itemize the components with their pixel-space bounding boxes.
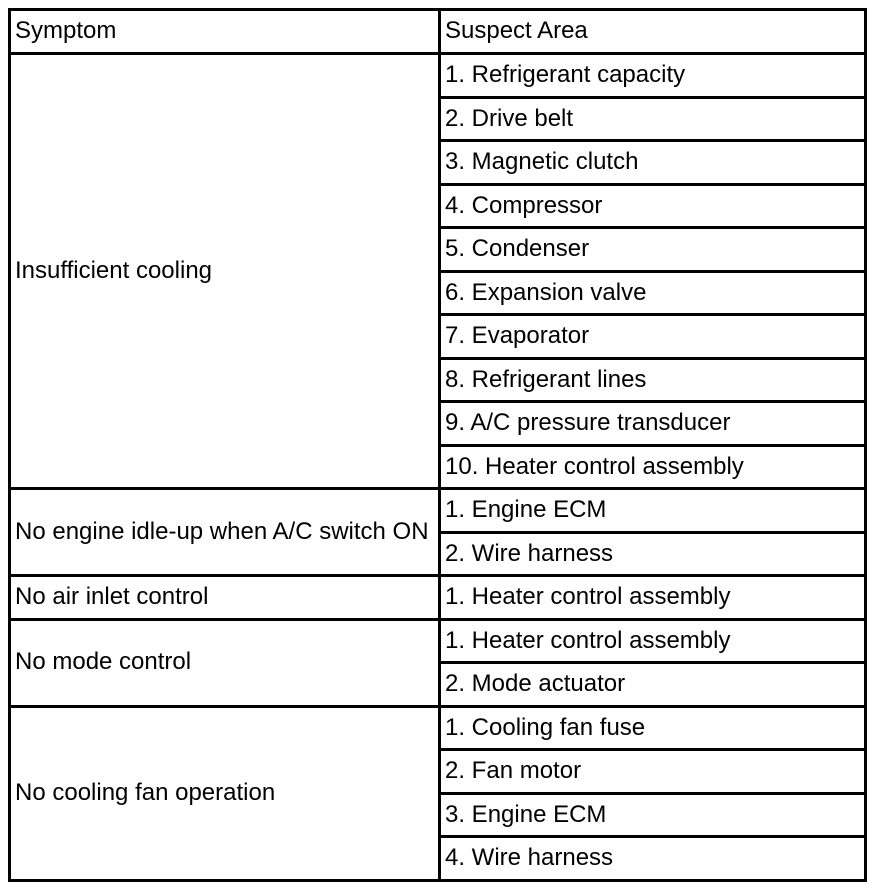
suspect-cell: 8. Refrigerant lines: [440, 358, 866, 402]
suspect-cell: 9. A/C pressure transducer: [440, 402, 866, 446]
suspect-cell: 1. Heater control assembly: [440, 576, 866, 620]
table-row: [10, 489, 866, 533]
suspect-cell: 2. Mode actuator: [440, 663, 866, 707]
symptom-cell: Insufficient cooling: [10, 54, 440, 489]
symptom-cell: No mode control: [10, 619, 440, 706]
suspect-cell: 4. Compressor: [440, 184, 866, 228]
suspect-cell: 2. Fan motor: [440, 750, 866, 794]
table-row: [10, 706, 866, 750]
troubleshooting-table: [8, 8, 867, 882]
header-symptom: Symptom: [10, 10, 440, 54]
suspect-cell: 3. Engine ECM: [440, 793, 866, 837]
table-row: [10, 576, 866, 620]
suspect-cell: 1. Engine ECM: [440, 489, 866, 533]
suspect-cell: 2. Wire harness: [440, 532, 866, 576]
suspect-cell: 10. Heater control assembly: [440, 445, 866, 489]
header-suspect-area: Suspect Area: [440, 10, 866, 54]
symptom-cell: No engine idle-up when A/C switch ON: [10, 489, 440, 576]
suspect-cell: 7. Evaporator: [440, 315, 866, 359]
suspect-cell: 3. Magnetic clutch: [440, 141, 866, 185]
table-header-row: [10, 10, 866, 54]
table-row: [10, 619, 866, 663]
symptom-cell: No air inlet control: [10, 576, 440, 620]
suspect-cell: 1. Heater control assembly: [440, 619, 866, 663]
symptom-cell: No cooling fan operation: [10, 706, 440, 880]
suspect-cell: 1. Cooling fan fuse: [440, 706, 866, 750]
suspect-cell: 2. Drive belt: [440, 97, 866, 141]
suspect-cell: 4. Wire harness: [440, 837, 866, 881]
suspect-cell: 6. Expansion valve: [440, 271, 866, 315]
suspect-cell: 5. Condenser: [440, 228, 866, 272]
suspect-cell: 1. Refrigerant capacity: [440, 54, 866, 98]
table-row: [10, 54, 866, 98]
